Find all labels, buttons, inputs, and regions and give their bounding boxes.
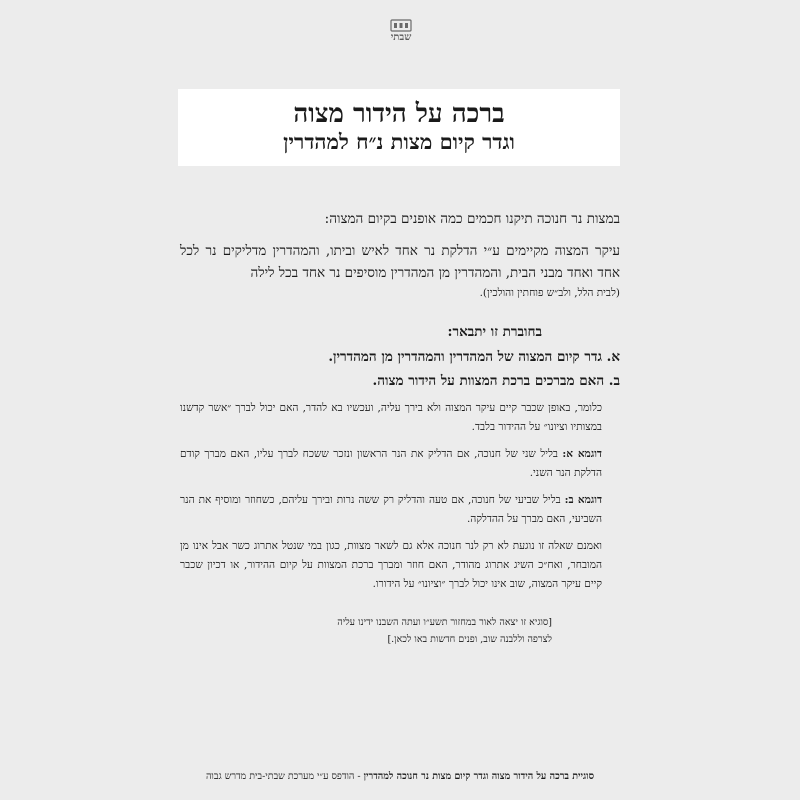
edition-note-line-2: לצרפה וללבנה שוב, ופנים חדשות באו לכאן.] (387, 634, 552, 646)
logo (386, 12, 416, 48)
example-b-label: דוגמא ב: (564, 494, 603, 507)
page-title: ברכה על הידור מצוה (293, 99, 505, 129)
example-a-label: דוגמא א: (562, 448, 602, 461)
example-b-text: בליל שביעי של חנוכה, אם טעה והדליק רק ששה נרות ובירך עליהם, כשחוזר ומוסיף את הנר השביעי, האם מברך על ההדלקה. (180, 494, 602, 526)
edition-note (180, 614, 620, 648)
page-footer (180, 771, 620, 782)
crown-icon (390, 18, 412, 32)
title-box (178, 89, 620, 166)
footer-credit: - הודפס ע״י מערכת שבתי-בית מדרש גבוה (205, 771, 364, 782)
example-b (180, 491, 620, 529)
question-b: ב. האם מברכים ברכת המצוות על הידור מצוה. (372, 372, 620, 389)
example-a (180, 445, 620, 483)
intro-note: (לבית הלל, ולב״ש פוחתין והולכין). (479, 286, 620, 299)
page-subtitle: וגדר קיום מצות נ״ח למהדרין (283, 129, 515, 154)
section-heading: בחוברת זו יתבאר: (447, 323, 542, 340)
footer-title: סוגיית ברכה על הידור מצוה וגדר קיום מצות נר חנוכה למהדרין (363, 771, 595, 782)
intro-heading: במצות נר חנוכה תיקנו חכמים כמה אופנים בקיום המצוה: (324, 211, 620, 227)
explanation-paragraph: כלומר, באופן שכבר קיים עיקר המצוה ולא בירך עליה, ועכשיו בא להדר, האם יכול לברך ״אשר קדשנו במצותיו וציונו״ על ההידור בלבד. (180, 402, 602, 434)
question-a: א. גדר קיום המצוה של המהדרין והמהדרין מן המהדרין. (328, 349, 620, 366)
content-body (180, 210, 620, 648)
example-a-text: בליל שני של חנוכה, אם הדליק את הנר הראשון ונזכר ששכח לברך עליו, האם מברך קודם הדלקת הנר השני. (180, 448, 602, 480)
intro-text: עיקר המצוה מקיימים ע״י הדלקת נר אחד לאיש וביתו, והמהדרין מדליקים נר לכל אחד ואחד מבני הבית, והמהדרין מן המהדרין מוסיפים נר אחד בכל לילה (180, 242, 620, 281)
edition-note-line-1: [סוגיא זו יצאה לאור במחזור תשע״ו ועתה השבנו ידינו עליה (337, 617, 552, 629)
etrog-paragraph: ואמנם שאלה זו נוגעת לא רק לנר חנוכה אלא גם לשאר מצוות, כגון במי שנטל אתרוג כשר אבל אינו מן המובחר, ואח״כ השיג אתרוג מהודר, האם חוזר ומברך ברכת המצוות על קיום ההידור, או דכיון שכבר קיים עיקר המצוה, שוב אינו יכול לברך ״וציונו״ על הידורו. (180, 540, 602, 591)
logo-text: שבתי (390, 31, 412, 43)
